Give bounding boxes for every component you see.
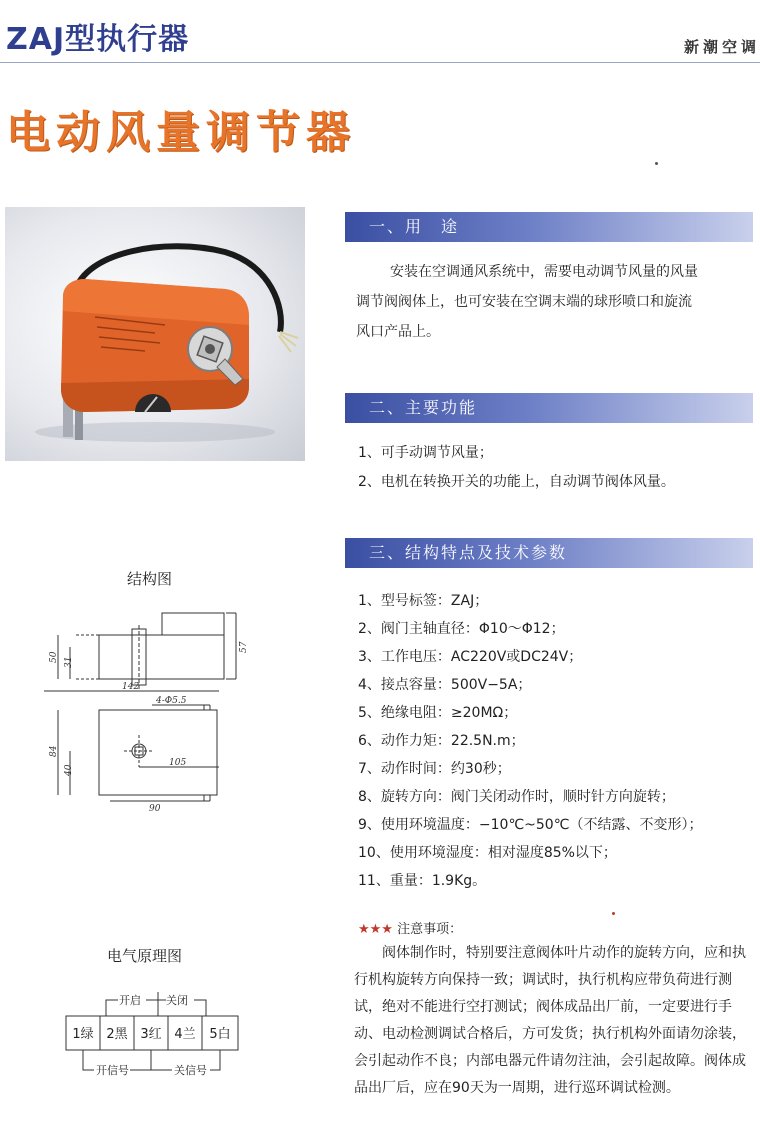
- spec-item: 11、重量：1.9Kg。: [358, 873, 487, 889]
- notes-title: 注意事项：: [397, 922, 463, 937]
- brand-name: 新潮空调: [683, 38, 760, 56]
- spec-item: 3、工作电压：AC220V或DC24V；: [358, 649, 583, 665]
- actuator-image: [5, 207, 305, 461]
- product-photo: [5, 207, 305, 461]
- terminal-2: 2黑: [106, 1027, 128, 1042]
- star-icon: ★★★: [358, 922, 393, 937]
- spec-item: 7、动作时间：约30秒；: [358, 761, 511, 777]
- terminal-3: 3红: [140, 1027, 162, 1042]
- electrical-diagram-label: 电气原理图: [107, 947, 183, 965]
- dim-31: 31: [64, 656, 74, 668]
- spec-item: 9、使用环境温度：−10℃~50℃（不结露、不变形）；: [358, 817, 703, 833]
- spec-item: 4、接点容量：500V−5A；: [358, 677, 532, 693]
- terminal-4: 4兰: [174, 1027, 196, 1042]
- dim-40: 40: [64, 764, 74, 776]
- speck-decoration: [655, 162, 658, 165]
- usage-line-3: 风口产品上。: [356, 324, 440, 340]
- spec-item: 6、动作力矩：22.5N.m；: [358, 733, 525, 749]
- open-label: 开启: [119, 994, 141, 1007]
- usage-line-2: 调节阀阀体上，也可安装在空调末端的球形喷口和旋流: [356, 294, 692, 310]
- series-title: ZAJ型执行器: [6, 22, 190, 57]
- dim-57: 57: [239, 641, 249, 653]
- spec-item: 8、旋转方向：阀门关闭动作时，顺时针方向旋转；: [358, 789, 675, 805]
- notes-heading: [358, 918, 462, 937]
- spec-item: 10、使用环境湿度：相对湿度85%以下；: [358, 845, 617, 861]
- close-label: 关闭: [166, 994, 188, 1007]
- function-item: 2、电机在转换开关的功能上，自动调节阀体风量。: [358, 474, 675, 490]
- dim-84: 84: [49, 745, 59, 757]
- section-heading-specs: 三、结构特点及技术参数: [345, 538, 753, 568]
- dim-hole: 4-Φ5.5: [156, 696, 187, 706]
- function-item: 1、可手动调节风量；: [358, 445, 493, 461]
- section-heading-usage: 一、用 途: [345, 212, 753, 242]
- header-divider: [0, 62, 760, 63]
- close-signal-label: 关信号: [174, 1064, 207, 1077]
- terminal-5: 5白: [209, 1027, 231, 1042]
- spec-item: 1、型号标签：ZAJ；: [358, 593, 489, 609]
- terminal-1: 1绿: [72, 1027, 94, 1042]
- dim-142: 142: [122, 682, 140, 692]
- dim-105: 105: [169, 758, 187, 768]
- spec-item: 5、绝缘电阻：≥20MΩ；: [358, 705, 518, 721]
- structure-diagram: [44, 605, 274, 815]
- dim-50: 50: [49, 651, 59, 663]
- spec-item: 2、阀门主轴直径：Φ10～Φ12；: [358, 621, 565, 637]
- usage-line-1: 安装在空调通风系统中，需要电动调节风量的风量: [390, 264, 698, 280]
- open-signal-label: 开信号: [96, 1064, 129, 1077]
- electrical-diagram: [62, 988, 252, 1088]
- section-heading-functions: 二、主要功能: [345, 393, 753, 423]
- structure-diagram-label: 结构图: [127, 570, 173, 588]
- dim-90: 90: [149, 804, 161, 814]
- product-title: 电动风量调节器: [6, 107, 356, 158]
- speck-decoration: [612, 912, 615, 915]
- notes-body: 阀体制作时，特别要注意阀体叶片动作的旋转方向，应和执行机构旋转方向保持一致；调试时，执行机构应带负荷进行测试，绝对不能进行空打测试；阀体成品出厂前，一定要进行手动、电动检测调试合格后，方可发货；执行机构外面请勿涂装，会引起动作不良；内部电器元件请勿注油，会引起故障。阀体成品出厂后，应在90天为一周期，进行巡环调试检测。: [354, 945, 746, 1096]
